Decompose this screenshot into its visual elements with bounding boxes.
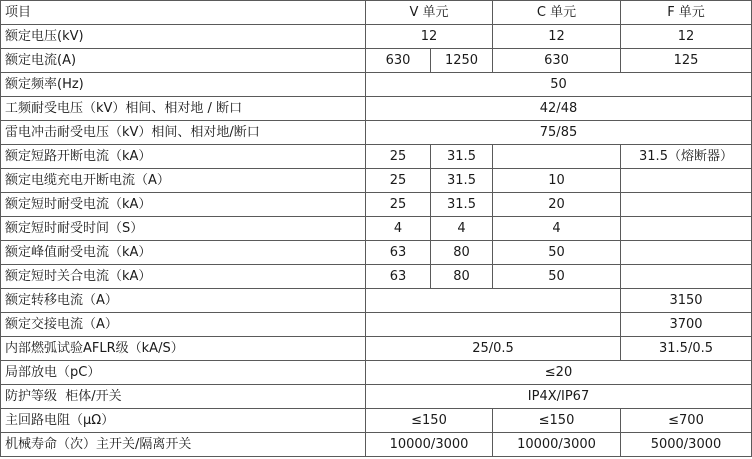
table-row <box>1 49 752 73</box>
cell-c: 50 <box>493 265 621 289</box>
cell-all: 75/85 <box>366 121 752 145</box>
cell-f <box>621 169 752 193</box>
cell-f: 3150 <box>621 289 752 313</box>
table-row <box>1 433 752 457</box>
cell-v: 12 <box>366 25 493 49</box>
table-row <box>1 361 752 385</box>
row-label: 防护等级 柜体/开关 <box>1 385 366 409</box>
cell-v: 10000/3000 <box>366 433 493 457</box>
table-row <box>1 337 752 361</box>
table-row <box>1 289 752 313</box>
cell-c: 12 <box>493 25 621 49</box>
table-row <box>1 265 752 289</box>
cell-vc <box>366 289 621 313</box>
cell-v: ≤150 <box>366 409 493 433</box>
row-label: 局部放电（pC） <box>1 361 366 385</box>
cell-all: ≤20 <box>366 361 752 385</box>
row-label: 额定短时耐受时间（S） <box>1 217 366 241</box>
cell-f <box>621 217 752 241</box>
cell-c: 10000/3000 <box>493 433 621 457</box>
table-row <box>1 241 752 265</box>
cell-all: 50 <box>366 73 752 97</box>
table-row <box>1 409 752 433</box>
cell-f: 125 <box>621 49 752 73</box>
table-row <box>1 121 752 145</box>
cell-c: 50 <box>493 241 621 265</box>
cell-f: ≤700 <box>621 409 752 433</box>
cell-v2: 31.5 <box>431 193 493 217</box>
row-label: 额定电压(kV) <box>1 25 366 49</box>
cell-c: ≤150 <box>493 409 621 433</box>
row-label: 额定交接电流（A） <box>1 313 366 337</box>
cell-v1: 630 <box>366 49 431 73</box>
row-label: 额定电缆充电开断电流（A） <box>1 169 366 193</box>
cell-v1: 63 <box>366 241 431 265</box>
table-row <box>1 313 752 337</box>
cell-f: 5000/3000 <box>621 433 752 457</box>
row-label: 额定短路开断电流（kA） <box>1 145 366 169</box>
row-label: 额定电流(A) <box>1 49 366 73</box>
table-row <box>1 145 752 169</box>
table-header-row <box>1 1 752 25</box>
cell-v2: 80 <box>431 241 493 265</box>
header-f-unit: F 单元 <box>621 1 752 25</box>
cell-all: IP4X/IP67 <box>366 385 752 409</box>
row-label: 额定短时耐受电流（kA） <box>1 193 366 217</box>
cell-f <box>621 241 752 265</box>
cell-all: 42/48 <box>366 97 752 121</box>
table-row <box>1 25 752 49</box>
table-row <box>1 193 752 217</box>
row-label: 机械寿命（次）主开关/隔离开关 <box>1 433 366 457</box>
row-label: 雷电冲击耐受电压（kV）相间、相对地/断口 <box>1 121 366 145</box>
cell-v2: 31.5 <box>431 145 493 169</box>
cell-f <box>621 265 752 289</box>
cell-f: 3700 <box>621 313 752 337</box>
cell-v1: 25 <box>366 145 431 169</box>
table-row <box>1 217 752 241</box>
cell-f: 12 <box>621 25 752 49</box>
cell-c: 630 <box>493 49 621 73</box>
cell-v2: 4 <box>431 217 493 241</box>
cell-c: 10 <box>493 169 621 193</box>
row-label: 工频耐受电压（kV）相间、相对地 / 断口 <box>1 97 366 121</box>
cell-vc: 25/0.5 <box>366 337 621 361</box>
row-label: 额定短时关合电流（kA） <box>1 265 366 289</box>
row-label: 主回路电阻（μΩ） <box>1 409 366 433</box>
cell-vc <box>366 313 621 337</box>
header-item: 项目 <box>1 1 366 25</box>
table-row <box>1 97 752 121</box>
header-v-unit: V 单元 <box>366 1 493 25</box>
cell-v2: 1250 <box>431 49 493 73</box>
row-label: 内部燃弧试验AFLR级（kA/S） <box>1 337 366 361</box>
cell-c: 20 <box>493 193 621 217</box>
header-c-unit: C 单元 <box>493 1 621 25</box>
table-row <box>1 73 752 97</box>
cell-c <box>493 145 621 169</box>
row-label: 额定频率(Hz) <box>1 73 366 97</box>
row-label: 额定转移电流（A） <box>1 289 366 313</box>
cell-v1: 4 <box>366 217 431 241</box>
cell-f <box>621 193 752 217</box>
cell-f: 31.5/0.5 <box>621 337 752 361</box>
cell-v1: 63 <box>366 265 431 289</box>
table-row <box>1 169 752 193</box>
cell-v1: 25 <box>366 169 431 193</box>
row-label: 额定峰值耐受电流（kA） <box>1 241 366 265</box>
cell-v1: 25 <box>366 193 431 217</box>
cell-f: 31.5（熔断器） <box>621 145 752 169</box>
cell-c: 4 <box>493 217 621 241</box>
cell-v2: 80 <box>431 265 493 289</box>
cell-v2: 31.5 <box>431 169 493 193</box>
table-row <box>1 385 752 409</box>
